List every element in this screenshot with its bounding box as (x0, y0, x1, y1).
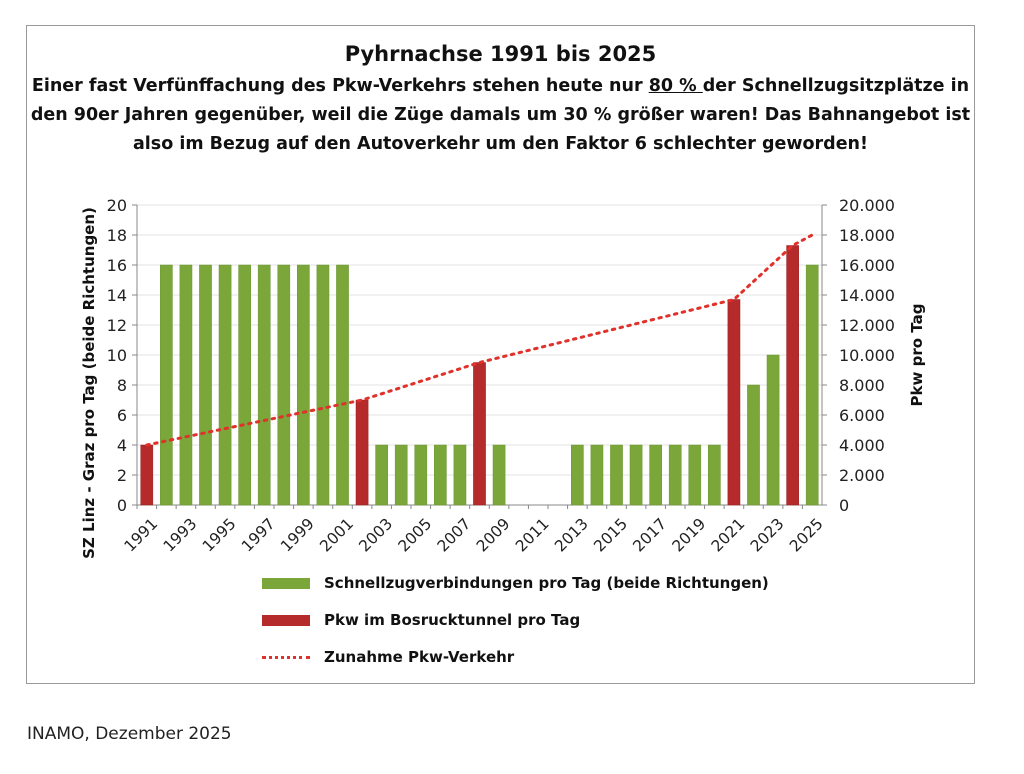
y-tick-left-label: 14 (106, 286, 127, 305)
legend-swatch-trains (262, 578, 310, 589)
legend-swatch-cars (262, 615, 310, 626)
bar-trains-2005 (415, 445, 427, 505)
bar-cars-2021 (728, 300, 740, 506)
bar-trains-1992 (160, 265, 172, 505)
y-tick-left-label: 2 (116, 466, 127, 485)
x-tick-label: 2011 (512, 514, 553, 556)
footer-source: INAMO, Dezember 2025 (27, 724, 232, 744)
y-tick-left-label: 6 (116, 406, 127, 425)
bar-trains-2006 (434, 445, 446, 505)
x-tick-label: 2025 (786, 514, 827, 556)
bar-trains-1994 (199, 265, 211, 505)
bar-trains-2015 (610, 445, 622, 505)
x-tick-label: 2021 (707, 514, 749, 556)
bar-cars-1991 (141, 445, 153, 505)
bar-trains-2020 (708, 445, 720, 505)
legend-swatch-trend (262, 656, 310, 659)
chart-title: Pyhrnachse 1991 bis 2025 (344, 42, 657, 66)
y-tick-left-label: 20 (106, 196, 127, 215)
y-tick-left-label: 4 (116, 436, 127, 455)
bar-trains-1997 (258, 265, 270, 505)
y-tick-right-label: 12.000 (839, 316, 895, 335)
y-tick-right-label: 14.000 (839, 286, 895, 305)
legend-label-trains: Schnellzugverbindungen pro Tag (beide Richtungen) (324, 574, 769, 592)
bar-trains-2018 (669, 445, 681, 505)
y-tick-left-label: 0 (116, 496, 127, 515)
bar-trains-2013 (571, 445, 583, 505)
bar-trains-2009 (493, 445, 505, 505)
bar-trains-1995 (219, 265, 231, 505)
bar-trains-2019 (689, 445, 701, 505)
x-tick-label: 2017 (629, 514, 671, 556)
y-tick-right-label: 10.000 (839, 346, 895, 365)
y-axis-left-title: SZ Linz - Graz pro Tag (beide Richtungen) (80, 207, 98, 559)
x-tick-label: 2013 (551, 514, 592, 556)
bar-cars-2002 (356, 400, 368, 505)
legend-item-trend (262, 648, 514, 666)
y-tick-right-label: 20.000 (839, 196, 895, 215)
x-tick-label: 1999 (277, 514, 318, 556)
y-tick-right-label: 6.000 (839, 406, 885, 425)
bar-trains-2025 (806, 265, 818, 505)
x-tick-label: 2007 (433, 514, 475, 556)
x-tick-label: 2023 (746, 514, 788, 556)
bar-trains-2017 (650, 445, 662, 505)
x-tick-label: 2003 (355, 514, 397, 556)
bar-trains-1998 (278, 265, 290, 505)
legend-item-trains (262, 574, 769, 592)
y-tick-right-label: 2.000 (839, 466, 885, 485)
y-tick-right-label: 4.000 (839, 436, 885, 455)
y-tick-right-label: 0 (839, 496, 850, 515)
bar-trains-2000 (317, 265, 329, 505)
y-tick-left-label: 8 (116, 376, 127, 395)
legend-label-trend: Zunahme Pkw-Verkehr (324, 648, 515, 666)
bar-trains-2003 (376, 445, 388, 505)
subtitle-part1: Einer fast Verfünffachung des Pkw-Verkehrs stehen heute nur (31, 76, 649, 96)
x-tick-label: 1993 (159, 514, 201, 556)
bar-cars-2024 (787, 246, 799, 506)
y-axis-right-title: Pkw pro Tag (908, 303, 926, 407)
y-tick-right-label: 8.000 (839, 376, 885, 395)
x-tick-label: 2019 (668, 514, 710, 556)
bar-cars-2008 (473, 363, 485, 506)
legend-label-cars: Pkw im Bosrucktunnel pro Tag (324, 611, 581, 629)
x-tick-label: 2001 (316, 514, 358, 556)
legend-item-cars (262, 611, 580, 629)
y-tick-right-label: 18.000 (839, 226, 895, 245)
bar-trains-2014 (591, 445, 603, 505)
subtitle-underlined: 80 % (648, 76, 703, 96)
y-tick-left-label: 16 (106, 256, 127, 275)
y-tick-left-label: 10 (106, 346, 127, 365)
x-tick-label: 2009 (472, 514, 514, 556)
y-tick-left-label: 18 (106, 226, 127, 245)
bar-trains-2022 (747, 385, 759, 505)
bar-trains-2016 (630, 445, 642, 505)
bar-trains-2007 (454, 445, 466, 505)
x-tick-label: 1991 (120, 514, 162, 556)
bar-trains-1993 (180, 265, 192, 505)
bar-trains-2004 (395, 445, 407, 505)
x-tick-label: 2005 (394, 514, 436, 556)
bar-trains-1999 (297, 265, 309, 505)
x-tick-label: 1997 (238, 514, 279, 556)
subtitle-part2: der Schnellzugsitzplätze in den 90er Jahren gegenüber, weil die Züge damals um 30 % größer waren! Das Bahnangebot ist also im Bezug auf den Autoverkehr um den Faktor 6 schlechter geworden! (30, 76, 971, 154)
y-tick-right-label: 16.000 (839, 256, 895, 275)
bar-trains-2001 (336, 265, 348, 505)
x-tick-label: 2015 (590, 514, 632, 556)
bar-trains-2023 (767, 355, 779, 505)
bar-trains-1996 (239, 265, 251, 505)
x-tick-label: 1995 (198, 514, 240, 556)
y-tick-left-label: 12 (106, 316, 127, 335)
